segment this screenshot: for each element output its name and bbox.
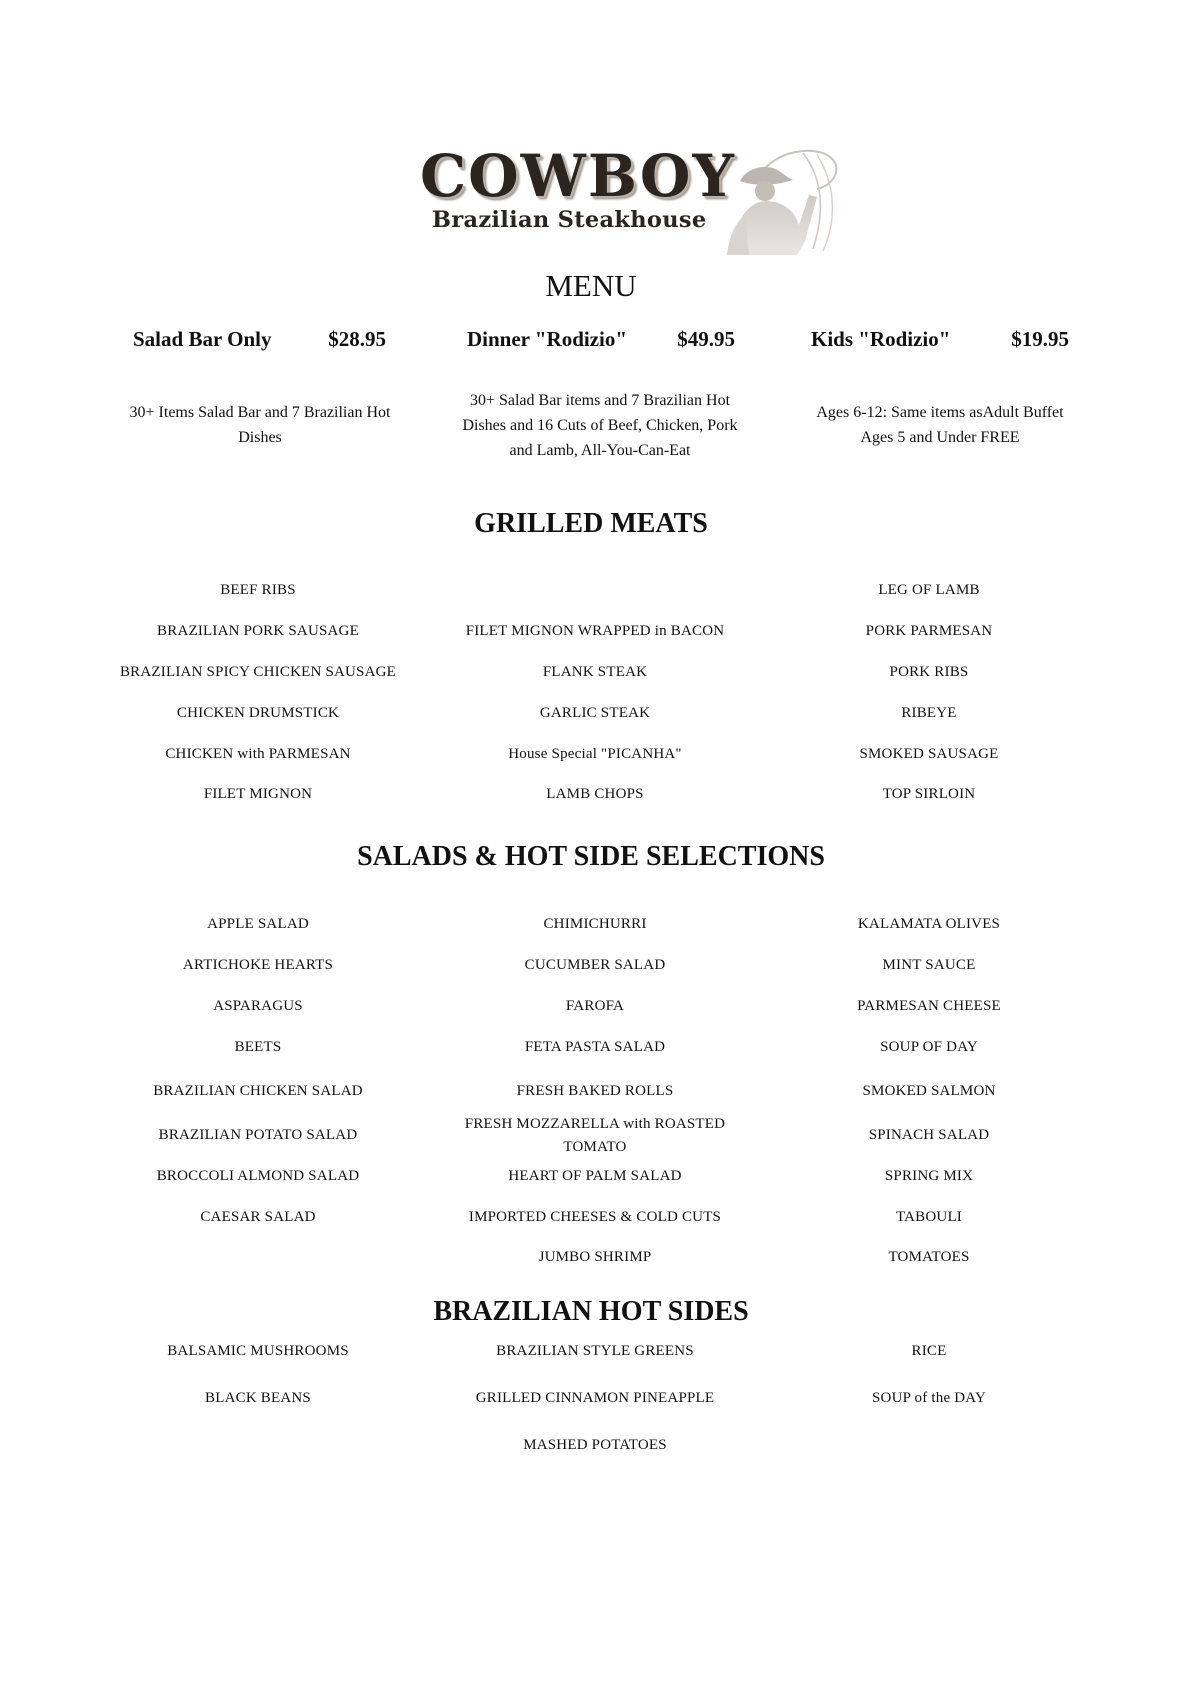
list-item: BRAZILIAN POTATO SALAD <box>158 1127 358 1143</box>
list-item: CHIMICHURRI <box>543 916 647 932</box>
list-item: SPRING MIX <box>884 1168 974 1184</box>
list-item: SPINACH SALAD <box>868 1127 990 1143</box>
description-line: Ages 6-12: Same items asAdult Buffet <box>816 404 1064 421</box>
list-item: TOMATOES <box>888 1249 970 1265</box>
list-item: SMOKED SALMON <box>862 1083 996 1099</box>
price-kids-rodizio <box>811 326 1069 352</box>
description-line: Dishes and 16 Cuts of Beef, Chicken, Pork <box>462 417 738 434</box>
list-item: FILET MIGNON <box>203 786 313 802</box>
list-item: TOP SIRLOIN <box>882 786 976 802</box>
logo-name: COWBOY <box>420 142 736 210</box>
list-item: BLACK BEANS <box>205 1390 311 1406</box>
price-salad-bar <box>133 326 386 352</box>
list-item: MINT SAUCE <box>882 957 976 973</box>
list-item: CAESAR SALAD <box>200 1209 316 1225</box>
price-label: Kids "Rodizio" <box>811 327 951 351</box>
list-item: FLANK STEAK <box>542 664 648 680</box>
list-item: BRAZILIAN PORK SAUSAGE <box>157 623 359 639</box>
description-line: and Lamb, All-You-Can-Eat <box>509 442 691 459</box>
list-item: BROCCOLI ALMOND SALAD <box>156 1168 360 1184</box>
list-item: CUCUMBER SALAD <box>524 957 666 973</box>
logo-subtitle: Brazilian Steakhouse <box>432 207 707 233</box>
price-label: Dinner "Rodizio" <box>467 327 628 351</box>
list-item: LEG OF LAMB <box>878 582 980 598</box>
list-item: RICE <box>911 1343 947 1359</box>
list-item: BRAZILIAN SPICY CHICKEN SAUSAGE <box>119 664 397 680</box>
list-item: TOMATO <box>563 1139 627 1155</box>
list-item: ASPARAGUS <box>213 998 303 1014</box>
list-item: BALSAMIC MUSHROOMS <box>167 1343 349 1359</box>
list-item: FILET MIGNON WRAPPED in BACON <box>465 623 725 639</box>
list-item: BEETS <box>234 1039 282 1055</box>
list-item: PORK RIBS <box>889 664 969 680</box>
list-item: FRESH MOZZARELLA with ROASTED <box>464 1116 726 1132</box>
price-value: $19.95 <box>1011 327 1069 351</box>
list-item: APPLE SALAD <box>207 916 309 932</box>
list-item: FAROFA <box>565 998 625 1014</box>
list-item: MASHED POTATOES <box>523 1437 667 1453</box>
list-item: HEART OF PALM SALAD <box>508 1168 682 1184</box>
restaurant-logo <box>420 142 850 255</box>
list-item: IMPORTED CHEESES & COLD CUTS <box>468 1209 722 1225</box>
price-value: $28.95 <box>328 327 386 351</box>
list-item: House Special "PICANHA" <box>508 746 682 762</box>
list-item: BEEF RIBS <box>220 582 296 598</box>
list-item: RIBEYE <box>901 705 957 721</box>
list-item: GARLIC STEAK <box>539 705 651 721</box>
list-item: ARTICHOKE HEARTS <box>182 957 334 973</box>
list-item: SMOKED SAUSAGE <box>859 746 999 762</box>
list-item: SOUP OF DAY <box>880 1039 978 1055</box>
description-line: Dishes <box>238 429 282 446</box>
price-value: $49.95 <box>677 327 735 351</box>
section-title-salads: SALADS & HOT SIDE SELECTIONS <box>357 841 825 872</box>
list-item: GRILLED CINNAMON PINEAPPLE <box>475 1390 715 1406</box>
price-label: Salad Bar Only <box>133 327 272 351</box>
list-item: JUMBO SHRIMP <box>538 1249 652 1265</box>
list-item: PARMESAN CHEESE <box>857 998 1001 1014</box>
cowboy-lasso-icon <box>705 145 850 255</box>
list-item: BRAZILIAN CHICKEN SALAD <box>153 1083 363 1099</box>
price-dinner-rodizio <box>467 326 735 352</box>
list-item: FETA PASTA SALAD <box>524 1039 666 1055</box>
logo-text <box>420 142 736 233</box>
menu-title: MENU <box>545 268 637 303</box>
section-title-hot-sides: BRAZILIAN HOT SIDES <box>433 1296 749 1327</box>
list-item: FRESH BAKED ROLLS <box>516 1083 674 1099</box>
section-title-grilled-meats: GRILLED MEATS <box>474 508 708 539</box>
price-description-kids <box>780 400 1100 450</box>
description-line: 30+ Items Salad Bar and 7 Brazilian Hot <box>129 404 391 421</box>
list-item: CHICKEN with PARMESAN <box>165 746 351 762</box>
list-item: SOUP of the DAY <box>872 1390 986 1406</box>
description-line: Ages 5 and Under FREE <box>860 429 1020 446</box>
list-item: PORK PARMESAN <box>865 623 993 639</box>
list-item: LAMB CHOPS <box>546 786 644 802</box>
list-item: TABOULI <box>895 1209 963 1225</box>
list-item: CHICKEN DRUMSTICK <box>176 705 340 721</box>
list-item: KALAMATA OLIVES <box>857 916 1001 932</box>
price-description-dinner <box>430 388 770 463</box>
list-item: BRAZILIAN STYLE GREENS <box>496 1343 694 1359</box>
description-line: 30+ Salad Bar items and 7 Brazilian Hot <box>469 392 731 409</box>
price-description-salad-bar <box>100 400 420 450</box>
